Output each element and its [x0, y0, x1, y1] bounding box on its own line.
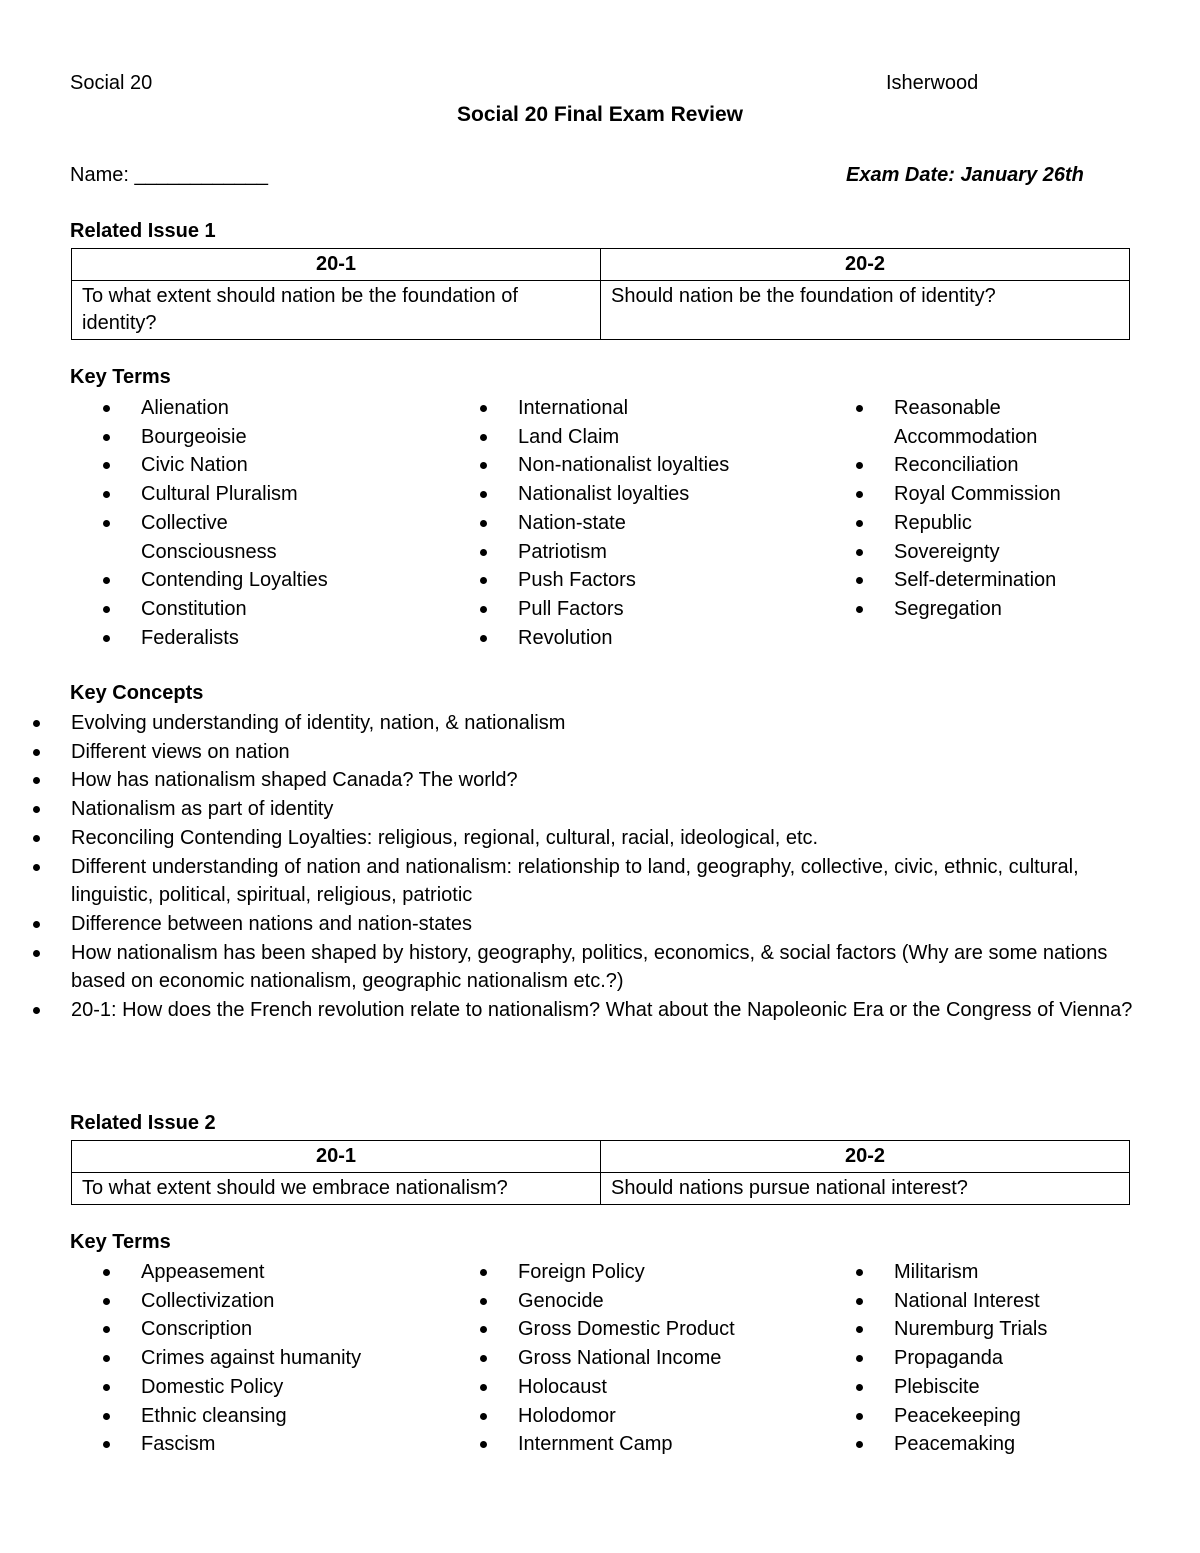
list-item: Nationalist loyalties [447, 480, 729, 509]
bullet-icon [480, 549, 487, 556]
list-item: Holocaust [447, 1373, 735, 1402]
issue1-key-terms-heading: Key Terms [70, 366, 171, 388]
issue2-heading: Related Issue 2 [70, 1112, 216, 1134]
list-item: Sovereignty [823, 538, 1061, 567]
bullet-icon [33, 921, 40, 928]
bullet-icon [103, 1355, 110, 1362]
bullet-icon [103, 1413, 110, 1420]
list-item: Patriotism [447, 538, 729, 567]
list-item: Nuremburg Trials [823, 1315, 1047, 1344]
list-item: Appeasement [70, 1258, 361, 1287]
bullet-icon [480, 462, 487, 469]
issue2-terms-col1 [70, 1258, 361, 1459]
bullet-icon [103, 1441, 110, 1448]
list-item-continuation: Consciousness [141, 540, 277, 563]
list-item: Propaganda [823, 1344, 1047, 1373]
list-item: Different understanding of nation and nationalism: relationship to land, geography, collective, civic, ethnic, cultural, linguistic, political, spiritual, religious, patriotic [0, 853, 1140, 910]
issue1-col1-question: To what extent should nation be the foundation of identity? [72, 281, 601, 340]
list-item: Genocide [447, 1287, 735, 1316]
bullet-icon [103, 1326, 110, 1333]
issue1-col2-header: 20-2 [601, 249, 1130, 281]
bullet-icon [856, 1269, 863, 1276]
bullet-icon [856, 405, 863, 412]
list-item: Militarism [823, 1258, 1047, 1287]
list-item: Alienation [70, 394, 328, 423]
bullet-icon [480, 577, 487, 584]
list-item: Non-nationalist loyalties [447, 451, 729, 480]
bullet-icon [103, 434, 110, 441]
list-item: Federalists [70, 624, 328, 653]
bullet-icon [33, 835, 40, 842]
name-field: Name: ____________ [70, 164, 268, 186]
bullet-icon [103, 491, 110, 498]
list-item: Revolution [447, 624, 729, 653]
bullet-icon [480, 434, 487, 441]
list-item: Constitution [70, 595, 328, 624]
list-item: Civic Nation [70, 451, 328, 480]
bullet-icon [480, 1269, 487, 1276]
list-item: Plebiscite [823, 1373, 1047, 1402]
bullet-icon [856, 1326, 863, 1333]
list-item: Cultural Pluralism [70, 480, 328, 509]
list-item: Gross National Income [447, 1344, 735, 1373]
list-item: Push Factors [447, 566, 729, 595]
list-item: Segregation [823, 595, 1061, 624]
list-item: National Interest [823, 1287, 1047, 1316]
list-item: Holodomor [447, 1402, 735, 1431]
list-item: Reconciliation [823, 451, 1061, 480]
bullet-icon [33, 777, 40, 784]
page-title: Social 20 Final Exam Review [457, 103, 743, 126]
list-item: Reconciling Contending Loyalties: religious, regional, cultural, racial, ideological, etc. [0, 824, 1140, 853]
issue1-table [71, 248, 1130, 340]
list-item: Internment Camp [447, 1430, 735, 1459]
bullet-icon [856, 1355, 863, 1362]
bullet-icon [856, 577, 863, 584]
issue2-terms-col3 [823, 1258, 1047, 1459]
bullet-icon [33, 950, 40, 957]
issue2-col1-question: To what extent should we embrace nationalism? [72, 1173, 601, 1205]
bullet-icon [480, 491, 487, 498]
list-item: 20-1: How does the French revolution relate to nationalism? What about the Napoleonic Era or the Congress of Vienna? [0, 996, 1140, 1025]
exam-date: Exam Date: January 26th [846, 164, 1084, 186]
list-item: How nationalism has been shaped by history, geography, politics, economics, & social factors (Why are some nations based on economic nationalism, geographic nationalism etc.?) [0, 939, 1140, 996]
issue1-heading: Related Issue 1 [70, 220, 216, 242]
bullet-icon [103, 1298, 110, 1305]
issue1-col2-question: Should nation be the foundation of identity? [601, 281, 1130, 340]
bullet-icon [856, 520, 863, 527]
bullet-icon [856, 1413, 863, 1420]
bullet-icon [856, 1298, 863, 1305]
list-item: Land Claim [447, 423, 729, 452]
issue2-terms-col2 [447, 1258, 735, 1459]
course-label: Social 20 [70, 72, 153, 94]
list-item: Difference between nations and nation-states [0, 910, 1140, 939]
bullet-icon [103, 520, 110, 527]
list-item: How has nationalism shaped Canada? The world? [0, 766, 1140, 795]
issue2-col1-header: 20-1 [72, 1141, 601, 1173]
list-item: Gross Domestic Product [447, 1315, 735, 1344]
list-item: Self-determination [823, 566, 1061, 595]
bullet-icon [33, 749, 40, 756]
bullet-icon [480, 606, 487, 613]
bullet-icon [33, 806, 40, 813]
bullet-icon [856, 606, 863, 613]
bullet-icon [33, 864, 40, 871]
list-item: Pull Factors [447, 595, 729, 624]
list-item-continuation: Accommodation [894, 425, 1038, 448]
list-item: Evolving understanding of identity, nation, & nationalism [0, 709, 1140, 738]
list-item: Nation-state [447, 509, 729, 538]
bullet-icon [103, 462, 110, 469]
bullet-icon [33, 1007, 40, 1014]
bullet-icon [856, 1441, 863, 1448]
bullet-icon [33, 720, 40, 727]
issue1-col1-header: 20-1 [72, 249, 601, 281]
list-item: Collectivization [70, 1287, 361, 1316]
list-item: Bourgeoisie [70, 423, 328, 452]
list-item: Peacemaking [823, 1430, 1047, 1459]
list-item: Contending Loyalties [70, 566, 328, 595]
bullet-icon [856, 491, 863, 498]
list-item: Different views on nation [0, 738, 1140, 767]
bullet-icon [856, 1384, 863, 1391]
bullet-icon [856, 462, 863, 469]
list-item: Foreign Policy [447, 1258, 735, 1287]
bullet-icon [103, 405, 110, 412]
issue1-key-concepts [70, 709, 1140, 1025]
bullet-icon [480, 520, 487, 527]
bullet-icon [480, 1413, 487, 1420]
bullet-icon [480, 635, 487, 642]
bullet-icon [480, 1326, 487, 1333]
issue2-col2-header: 20-2 [601, 1141, 1130, 1173]
bullet-icon [480, 405, 487, 412]
bullet-icon [103, 1269, 110, 1276]
issue1-terms-col2 [447, 394, 729, 652]
list-item: Collective [70, 509, 328, 538]
bullet-icon [103, 606, 110, 613]
issue2-key-terms-heading: Key Terms [70, 1231, 171, 1253]
list-item: Domestic Policy [70, 1373, 361, 1402]
list-item: Conscription [70, 1315, 361, 1344]
bullet-icon [103, 635, 110, 642]
list-item: Royal Commission [823, 480, 1061, 509]
teacher-label: Isherwood [886, 72, 979, 94]
issue1-terms-col1 [70, 394, 328, 652]
list-item: International [447, 394, 729, 423]
bullet-icon [480, 1384, 487, 1391]
list-item: Crimes against humanity [70, 1344, 361, 1373]
bullet-icon [480, 1355, 487, 1362]
list-item: Nationalism as part of identity [0, 795, 1140, 824]
list-item: Ethnic cleansing [70, 1402, 361, 1431]
issue1-key-concepts-heading: Key Concepts [70, 682, 204, 704]
issue2-table [71, 1140, 1130, 1205]
list-item: Republic [823, 509, 1061, 538]
bullet-icon [103, 1384, 110, 1391]
bullet-icon [103, 577, 110, 584]
bullet-icon [856, 549, 863, 556]
issue1-terms-col3 [823, 394, 1061, 624]
bullet-icon [480, 1441, 487, 1448]
issue2-col2-question: Should nations pursue national interest? [601, 1173, 1130, 1205]
bullet-icon [480, 1298, 487, 1305]
list-item: Fascism [70, 1430, 361, 1459]
list-item: Peacekeeping [823, 1402, 1047, 1431]
list-item: Reasonable [823, 394, 1061, 423]
